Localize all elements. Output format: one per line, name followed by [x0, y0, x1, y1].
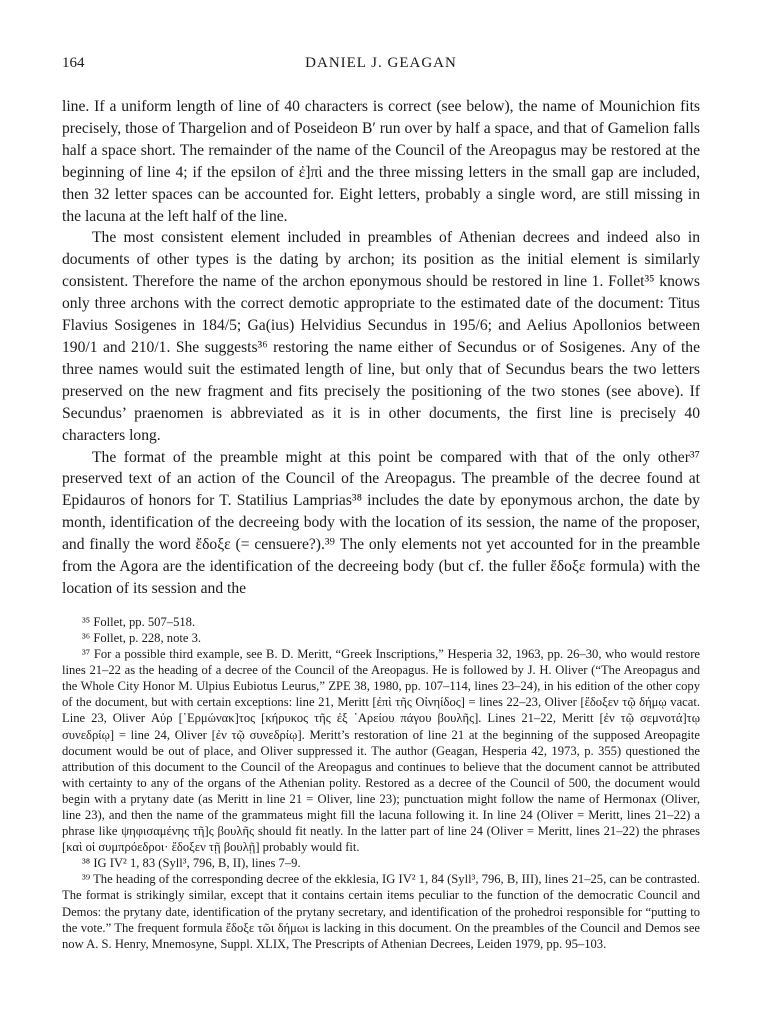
running-head: DANIEL J. GEAGAN — [305, 55, 457, 71]
body-paragraph: The most consistent element included in preambles of Athenian decrees and indeed also in documents of other types is the dating by archon; its position as the initial element is similarly consistent. Therefore the name of the archon eponymous should be restored in line 1. Follet³⁵ knows only three archons with the correct demotic appropriate to the estimated date of the document: Titus Flavius Sosigenes in 184/5; Ga(ius) Helvidius Secundus in 195/6; and Aelius Apollonios between 190/1 and 210/1. She suggests³⁶ restoring the name either of Secundus or of Sosigenes. Any of the three names would suit the estimated length of line, but only that of Secundus bears the two letters preserved on the new fragment and fits precisely the positioning of the two stones (see above). If Secundus’ praenomen is abbreviated as it is in other documents, the first line is precisely 40 characters long. — [62, 229, 700, 444]
page-header — [62, 55, 700, 79]
footnote: ³⁷ For a possible third example, see B. D. Meritt, “Greek Inscriptions,” Hesperia 32, 1963, pp. 26–30, who would restore lines 21–22 as the heading of a decree of the Council of the Areopagus. He is followed by J. H. Oliver (“The Areopagus and the Whole City Honor M. Ulpius Eubiotus Leurus,” ZPE 38, 1980, pp. 107–114, lines 23–24), in his edition of the other copy of the document, but with certain exceptions: line 21, Meritt [ἐπὶ τῆς Οἰνηίδος] = lines 22–23, Oliver [ἔδοξεν τῷ δήμῳ vacat. Line 23, Oliver Αὐρ [῾Ερμώνακ]τος [κήρυκος τῆς ἐξ ᾽Αρείου πάγου βουλῆς]. Lines 21–22, Meritt [ἐν τῷ σεμνοτά]τῳ συνεδρίῳ] = line 24, Oliver [ἐν τῷ συνεδρίῳ]. Meritt’s restoration of line 21 at the beginning of the supposed Areopagite document would be out of place, and Oliver suppressed it. The author (Geagan, Hesperia 42, 1973, p. 355) questioned the attribution of this document to the Council of the Areopagus and continues to believe that the document cannot be attributed with certainty to any of the organs of the Athenian polity. Restored as a decree of the Council of 500, the document would begin with a prytany date (as Meritt in line 21 = Oliver, line 23); punctuation might follow the name of Hermonax (Oliver, line 23), and then the name of the grammateus might fill the lacuna following it. In line 24 (Oliver = Meritt, lines 21–22) a phrase like ψηφισαμένης τῆ]ς βουλῆς should fit neatly. In the latter part of line 24 (Oliver = Meritt, lines 21–22) the phrases [καὶ οἱ συμπρόεδροι· ἔδοξεν τῇ βουλῇ] probably would fit. — [62, 647, 700, 855]
footnote: ³⁵ Follet, pp. 507–518. — [82, 614, 196, 629]
body-paragraph: line. If a uniform length of line of 40 characters is correct (see below), the name of Mounichion fits precisely, those of Thargelion and of Poseideon B′ run over by half a space, and that of Gamelion falls half a space short. The remainder of the name of the Council of the Areopagus may be restored at the beginning of line 4; if the epsilon of ἐ]πὶ and the three missing letters in the small gap are included, then 32 letter spaces can be accounted for. Eight letters, probably a single word, are still missing in the lacuna at the left half of the line. — [62, 98, 700, 225]
journal-page — [62, 55, 700, 952]
footnote: ³⁹ The heading of the corresponding decree of the ekklesia, IG IV² 1, 84 (Syll³, 796, B, III), lines 21–25, can be contrasted. The format is strikingly similar, except that it contains certain items peculiar to the function of the democratic Council and Demos: the prytany date, identification of the prytany secretary, and identification of the prohedroi responsible for “putting to the vote.” The frequent formula ἔδοξε τῶι δήμωι is lacking in this document. On the preambles of the Council and Demos see now A. S. Henry, Mnemosyne, Suppl. XLIX, The Prescripts of Athenian Decrees, Leiden 1979, pp. 95–103. — [62, 872, 700, 951]
footnote: ³⁶ Follet, p. 228, note 3. — [82, 630, 202, 645]
footnote: ³⁸ IG IV² 1, 83 (Syll³, 796, B, II), lines 7–9. — [82, 856, 301, 871]
body-paragraph: The format of the preamble might at this point be compared with that of the only other³⁷ preserved text of an action of the Council of the Areopagus. The preamble of the decree found at Epidauros of honors for T. Statilius Lamprias³⁸ includes the date by eponymous archon, the date by month, identification of the decreeing body with the location of its session, the name of the proposer, and finally the word ἔδοξε (= censuere?).³⁹ The only elements not yet accounted for in the preamble from the Agora are the identification of the decreeing body (but cf. the fuller ἔδοξε formula) with the location of its session and the — [62, 448, 700, 597]
page-number: 164 — [62, 55, 85, 71]
footnotes — [62, 614, 700, 952]
main-text — [62, 96, 700, 600]
